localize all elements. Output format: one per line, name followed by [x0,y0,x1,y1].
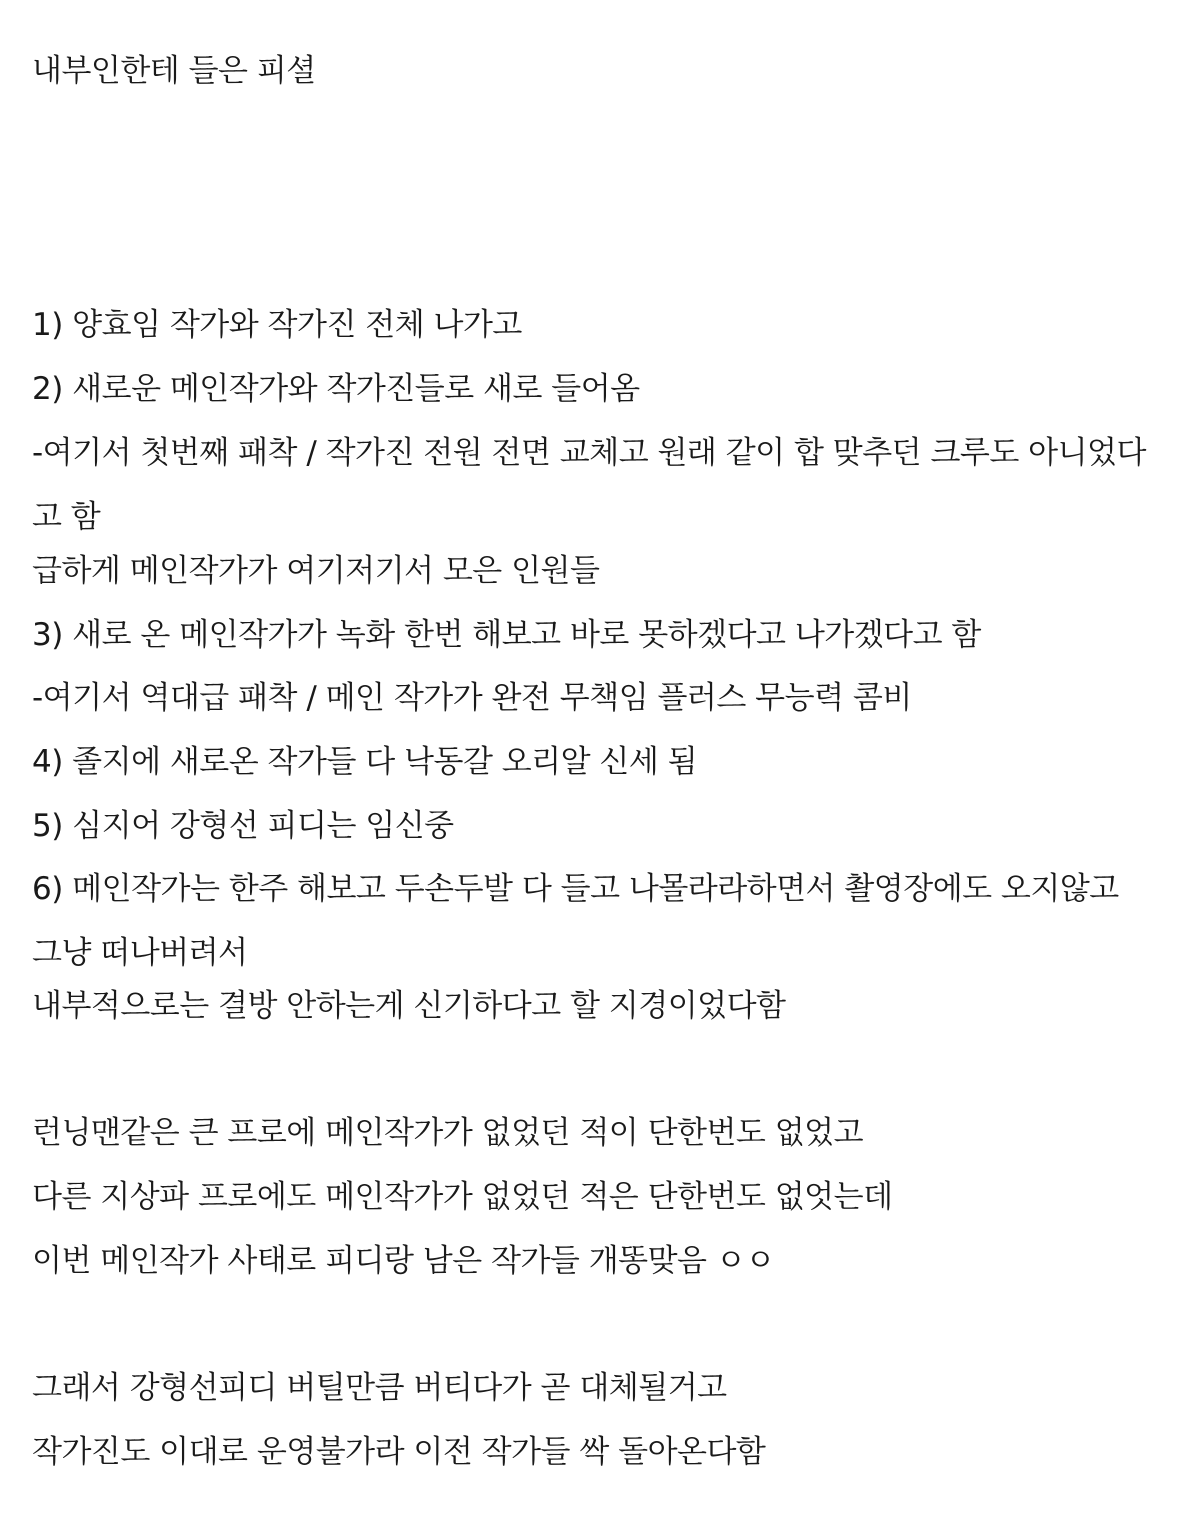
text-line: 1) 양효임 작가와 작가진 전체 나가고 [32,307,522,343]
text-line: 2) 새로운 메인작가와 작가진들로 새로 들어옴 [32,371,640,407]
text-line: 내부적으로는 결방 안하는게 신기하다고 할 지경이었다함 [32,988,786,1024]
text-line: 이번 메인작가 사태로 피디랑 남은 작가들 개똥맞음 ㅇㅇ [32,1243,775,1279]
text-line: 그래서 강형선피디 버틸만큼 버티다가 곧 대체될거고 [32,1370,727,1406]
text-line: -여기서 역대급 패착 / 메인 작가가 완전 무책임 플러스 무능력 콤비 [32,680,912,716]
text-line: 6) 메인작가는 한주 해보고 두손두발 다 들고 나몰라라하면서 촬영장에도 오지않고 그냥 떠나버려서 [32,871,1119,971]
text-line: 3) 새로 온 메인작가가 녹화 한번 해보고 바로 못하겠다고 나가겠다고 함 [32,617,981,653]
text-line: 4) 졸지에 새로온 작가들 다 낙동갈 오리알 신세 됨 [32,744,698,780]
text-line: 다른 지상파 프로에도 메인작가가 없었던 적은 단한번도 없엇는데 [32,1179,893,1215]
text-line: 급하게 메인작가가 여기저기서 모은 인원들 [32,553,600,589]
text-line: -여기서 첫번째 패착 / 작가진 전원 전면 교체고 원래 같이 합 맞추던 크루도 아니었다고 함 [32,435,1146,535]
text-line: 런닝맨같은 큰 프로에 메인작가가 없었던 적이 단한번도 없었고 [32,1115,864,1151]
text-line: 5) 심지어 강형선 피디는 임신중 [32,808,454,844]
post-title: 내부인한테 들은 피셜 [32,53,316,89]
text-line: 작가진도 이대로 운영불가라 이전 작가들 싹 돌아온다함 [32,1434,766,1470]
